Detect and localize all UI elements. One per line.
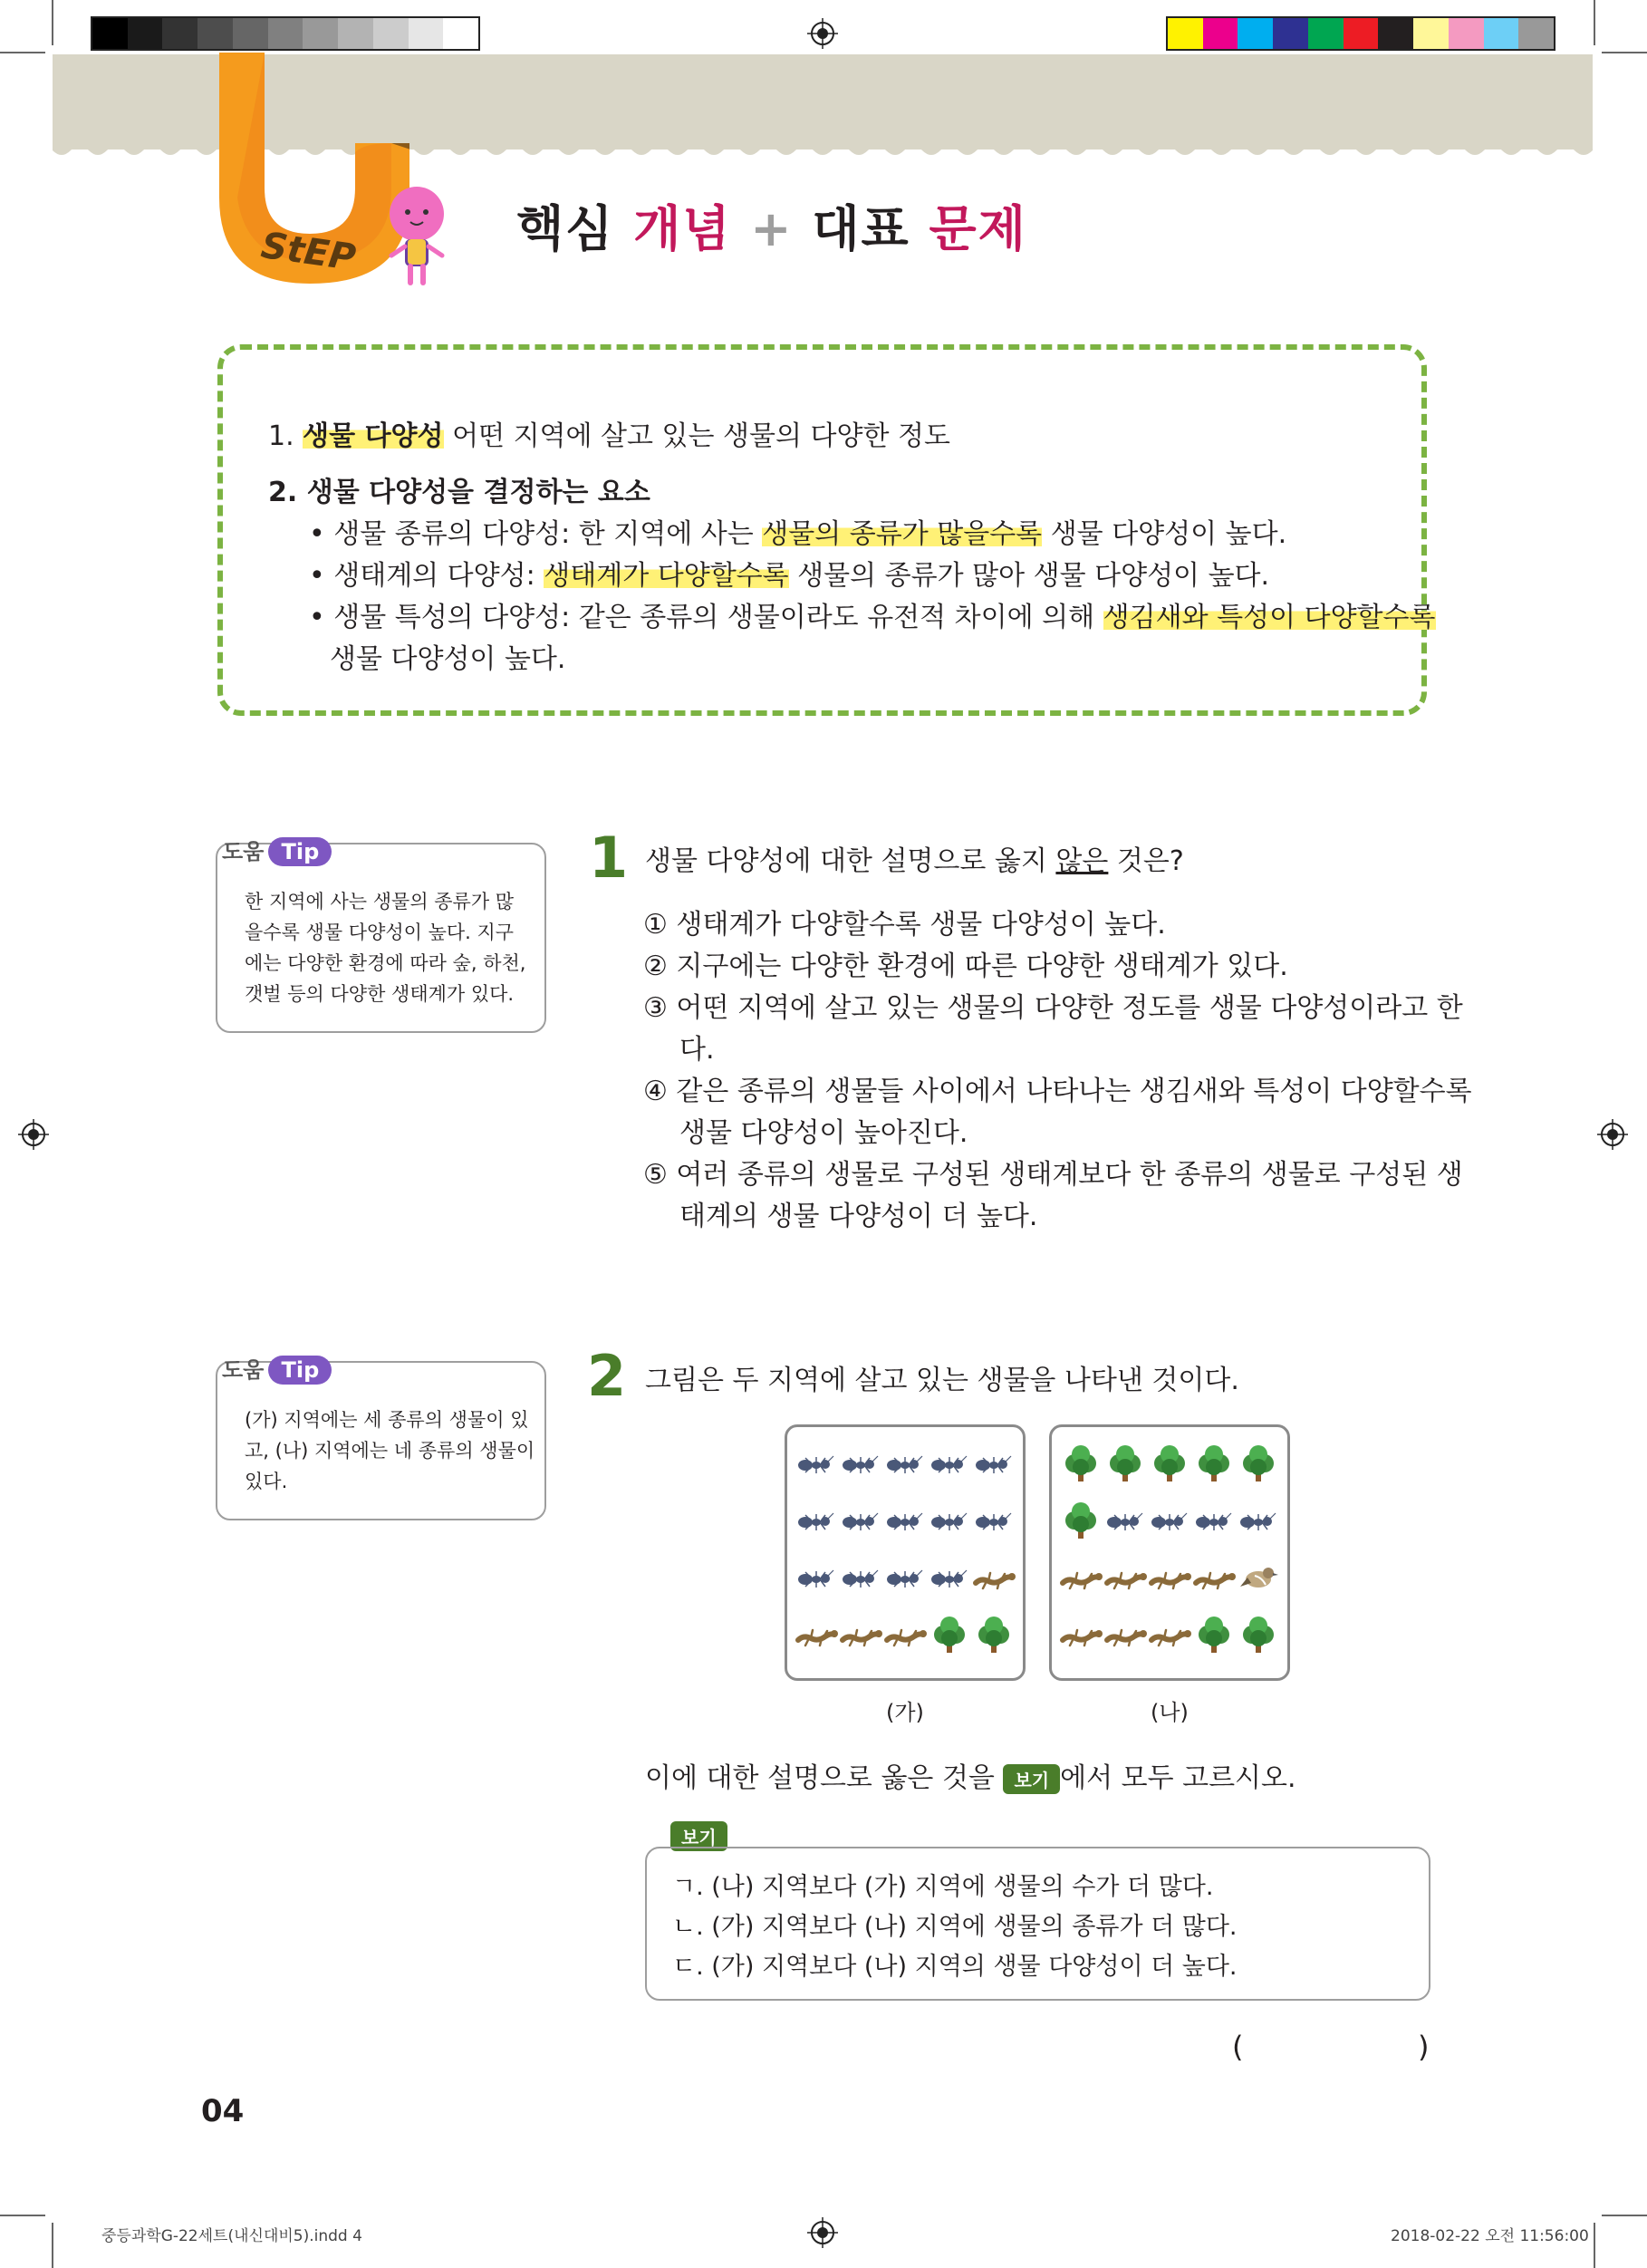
bullet-text: • 생물 종류의 다양성: 한 지역에 사는 — [309, 518, 763, 550]
ant-icon — [843, 1570, 878, 1588]
lizard-icon — [1107, 1630, 1147, 1646]
tree-icon — [1154, 1445, 1185, 1481]
ant-icon — [887, 1456, 922, 1473]
ant-icon — [1107, 1513, 1142, 1530]
concept-bullet-3-cont: 생물 다양성이 높다. — [330, 643, 566, 675]
ant-icon — [1196, 1513, 1231, 1530]
ant-icon — [1240, 1513, 1276, 1530]
question-stem — [645, 838, 1184, 878]
bogi-statement: ㄱ. (나) 지역보다 (가) 지역에 생물의 수가 더 많다. — [672, 1873, 1214, 1901]
lizard-icon — [843, 1630, 882, 1646]
tree-icon — [1243, 1445, 1274, 1481]
bullet-text: • 생물 특성의 다양성: 같은 종류의 생물이라도 유전적 차이에 의해 — [309, 602, 1103, 633]
caption-ga: (가) — [886, 1700, 924, 1725]
lizard-icon — [1196, 1573, 1236, 1588]
ant-icon — [1151, 1513, 1187, 1530]
lizard-icon — [1107, 1573, 1147, 1588]
ant-icon — [976, 1513, 1011, 1530]
concept-bullet-1 — [309, 511, 1286, 551]
title-part: 개념 — [633, 200, 732, 257]
ant-icon — [887, 1513, 922, 1530]
region-na-picture — [1049, 1424, 1290, 1681]
bogi-statement: ㄷ. (가) 지역보다 (나) 지역의 생물 다양성이 더 높다. — [672, 1953, 1238, 1981]
bullet-text: • 생태계의 다양성: — [309, 560, 544, 592]
ant-icon — [798, 1513, 833, 1530]
answer-choice-cont: 태계의 생물 다양성이 더 높다. — [679, 1201, 1038, 1232]
tip-line: 을수록 생물 다양성이 높다. 지구 — [245, 922, 515, 943]
lizard-icon — [1063, 1630, 1103, 1646]
page-number: 04 — [201, 2093, 245, 2129]
footer-date: 2018-02-22 오전 11:56:00 — [1391, 2227, 1589, 2245]
bogi-statement: ㄴ. (가) 지역보다 (나) 지역에 생물의 종류가 더 많다. — [672, 1913, 1238, 1941]
region-na-organisms — [1052, 1427, 1287, 1678]
ant-icon — [931, 1513, 967, 1530]
bogi-box — [645, 1847, 1430, 2001]
answer-blank[interactable] — [1250, 2030, 1413, 2066]
concept-box — [217, 344, 1436, 716]
tip-line: (가) 지역에는 세 종류의 생물이 있 — [245, 1409, 529, 1431]
concept-definition: 어떤 지역에 살고 있는 생물의 다양한 정도 — [443, 420, 950, 452]
bogi-label: 보기 — [670, 1821, 727, 1851]
tree-icon — [1065, 1502, 1096, 1539]
ant-icon — [798, 1456, 833, 1473]
tree-icon — [1243, 1617, 1274, 1653]
bullet-highlight: 생태계가 다양할수록 — [544, 560, 789, 592]
concept-bullet-2 — [309, 553, 1269, 593]
bullet-text: 생물의 종류가 많아 생물 다양성이 높다. — [788, 560, 1270, 592]
ask-text: 이에 대한 설명으로 옳은 것을 — [645, 1762, 1004, 1794]
answer-choice-cont: 생물 다양성이 높아진다. — [679, 1117, 968, 1149]
lizard-icon — [1151, 1630, 1191, 1646]
concept-term: 생물 다양성 — [303, 420, 444, 452]
tip-line: 갯벌 등의 다양한 생태계가 있다. — [245, 983, 515, 1005]
tip-line: 고, (나) 지역에는 네 종류의 생물이 — [245, 1440, 535, 1462]
title-part: 문제 — [929, 200, 1027, 257]
concept-bullet-3 — [309, 594, 1436, 634]
region-ga-picture — [785, 1424, 1026, 1681]
stem-text: 생물 다양성에 대한 설명으로 옳지 — [645, 845, 1056, 877]
ant-icon — [887, 1570, 922, 1588]
mascot-icon — [380, 181, 453, 290]
lizard-icon — [798, 1630, 838, 1646]
tip-badge: Tip — [268, 1356, 332, 1385]
item-number: 1. — [268, 420, 303, 452]
step-number: 3 — [276, 152, 323, 230]
tree-icon — [1065, 1445, 1096, 1481]
answer-choice-cont: 다. — [679, 1034, 715, 1066]
footer-file: 중등과학G-22세트(내신대비5).indd 4 — [101, 2227, 362, 2245]
ant-icon — [931, 1570, 967, 1588]
ask-text: 에서 모두 고르시오. — [1060, 1762, 1296, 1794]
answer-paren-open: ( — [1232, 2030, 1244, 2064]
ant-icon — [931, 1456, 967, 1473]
question-stem: 그림은 두 지역에 살고 있는 생물을 나타낸 것이다. — [645, 1365, 1239, 1396]
lizard-icon — [1151, 1573, 1191, 1588]
tip-badge: Tip — [268, 837, 332, 866]
answer-choice[interactable]: ④ 같은 종류의 생물들 사이에서 나타나는 생김새와 특성이 다양할수록 — [643, 1076, 1472, 1107]
title-part: 대표 — [812, 200, 929, 257]
tip-line: 있다. — [245, 1471, 288, 1492]
tip-label: 도움 — [222, 839, 265, 864]
tip-line: 에는 다양한 환경에 따라 숲, 하천, — [245, 952, 526, 974]
tree-icon — [934, 1617, 965, 1653]
ant-icon — [843, 1456, 878, 1473]
answer-choice[interactable]: ② 지구에는 다양한 환경에 따른 다양한 생태계가 있다. — [643, 951, 1288, 982]
page-title — [516, 190, 1027, 260]
title-part: 핵심 — [516, 200, 634, 257]
tip-label: 도움 — [222, 1357, 265, 1383]
tree-icon — [1199, 1445, 1229, 1481]
tip-line: 한 지역에 사는 생물의 종류가 많 — [245, 891, 515, 912]
tree-icon — [1199, 1617, 1229, 1653]
bullet-highlight: 생물의 종류가 많을수록 — [762, 518, 1043, 550]
title-plus: + — [731, 200, 813, 257]
answer-choice[interactable]: ① 생태계가 다양할수록 생물 다양성이 높다. — [643, 909, 1166, 941]
tree-icon — [1110, 1445, 1141, 1481]
tip-header — [222, 834, 332, 866]
lizard-icon — [887, 1630, 927, 1646]
bird-icon — [1240, 1568, 1278, 1588]
lizard-icon — [1063, 1573, 1103, 1588]
region-ga-organisms — [787, 1427, 1023, 1678]
tree-icon — [978, 1617, 1009, 1653]
bullet-highlight: 생김새와 특성이 다양할수록 — [1103, 602, 1436, 633]
question-number: 2 — [587, 1343, 627, 1409]
question-ask — [645, 1755, 1296, 1795]
ant-icon — [798, 1570, 833, 1588]
concept-item-1 — [268, 413, 950, 453]
tip-header — [222, 1352, 332, 1385]
question-number: 1 — [589, 825, 629, 891]
concept-item-2-title: 2. 생물 다양성을 결정하는 요소 — [268, 477, 650, 508]
answer-choice[interactable]: ③ 어떤 지역에 살고 있는 생물의 다양한 정도를 생물 다양성이라고 한 — [643, 992, 1463, 1024]
lizard-icon — [976, 1573, 1016, 1588]
bullet-text: 생물 다양성이 높다. — [1042, 518, 1287, 550]
stem-underlined: 않은 — [1055, 845, 1109, 877]
step-word: StEP — [258, 224, 359, 280]
answer-choice[interactable]: ⑤ 여러 종류의 생물로 구성된 생태계보다 한 종류의 생물로 구성된 생 — [643, 1159, 1463, 1191]
ant-icon — [843, 1513, 878, 1530]
stem-text: 것은? — [1108, 845, 1184, 877]
caption-na: (나) — [1151, 1700, 1189, 1725]
bogi-inline-tag: 보기 — [1003, 1764, 1060, 1794]
ant-icon — [976, 1456, 1011, 1473]
answer-paren-close: ) — [1418, 2030, 1430, 2064]
